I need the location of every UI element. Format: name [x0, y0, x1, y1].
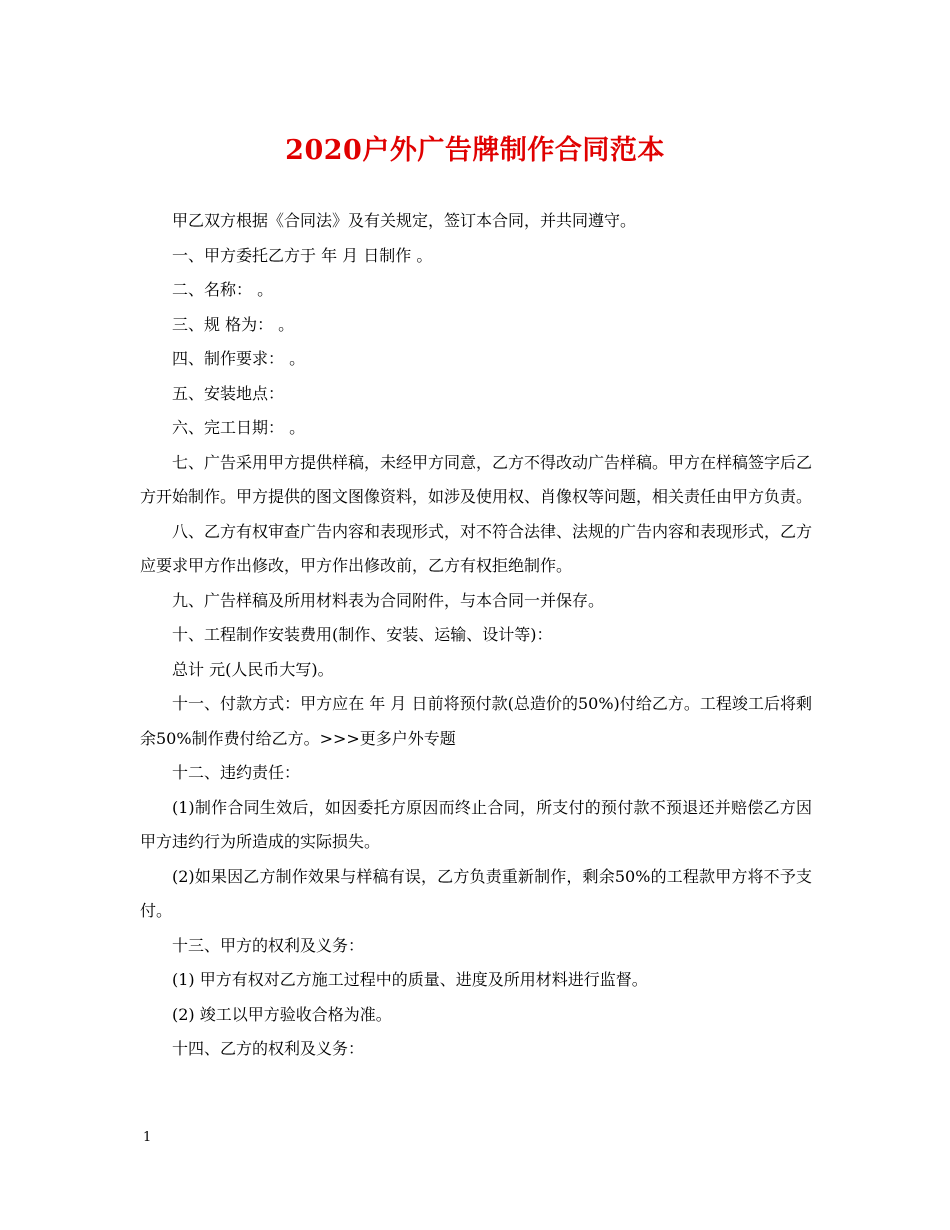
clause-9: 九、广告样稿及所用材料表为合同附件，与本合同一并保存。	[172, 590, 605, 610]
clause-10: 十、工程制作安装费用(制作、安装、运输、设计等)：	[172, 625, 553, 644]
clause-13-item-2: (2) 竣工以甲方验收合格为准。	[172, 1004, 392, 1024]
clause-6: 六、完工日期： 。	[172, 418, 306, 437]
clause-14: 十四、乙方的权利及义务：	[172, 1039, 365, 1058]
clause-2: 二、名称： 。	[172, 280, 274, 299]
page-number: 1	[143, 1130, 152, 1145]
clause-13-item-1: (1) 甲方有权对乙方施工过程中的质量、进度及所用材料进行监督。	[172, 970, 648, 989]
clause-11: 十一、付款方式：甲方应在 年 月 日前将预付款(总造价的50%)付给乙方。工程竣工后将剩余50%制作费付给乙方。>>>更多户外专题	[140, 694, 812, 748]
clause-12-item-1: (1)制作合同生效后，如因委托方原因而终止合同，所支付的预付款不预退还并赔偿乙方因甲方违约行为所造成的实际损失。	[140, 797, 812, 851]
clause-5: 五、安装地点：	[172, 383, 285, 403]
paragraph-intro: 甲乙双方根据《合同法》及有关规定，签订本合同，并共同遵守。	[172, 211, 637, 230]
clause-1: 一、甲方委托乙方于 年 月 日制作 。	[172, 245, 433, 265]
clause-12-item-2: (2)如果因乙方制作效果与样稿有误，乙方负责重新制作，剩余50%的工程款甲方将不予支付。	[140, 866, 812, 920]
clause-3: 三、规 格为： 。	[172, 314, 295, 334]
document-title: 2020户外广告牌制作合同范本	[285, 135, 665, 166]
clause-4: 四、制作要求： 。	[172, 349, 306, 368]
clause-12: 十二、违约责任：	[172, 763, 301, 782]
document-body	[140, 204, 812, 1067]
clause-8: 八、乙方有权审查广告内容和表现形式，对不符合法律、法规的广告内容和表现形式，乙方应要求甲方作出修改，甲方作出修改前，乙方有权拒绝制作。	[140, 521, 813, 575]
clause-7: 七、广告采用甲方提供样稿，未经甲方同意，乙方不得改动广告样稿。甲方在样稿签字后乙方开始制作。甲方提供的图文图像资料，如涉及使用权、肖像权等问题，相关责任由甲方负责。	[140, 452, 813, 506]
clause-13: 十三、甲方的权利及义务：	[172, 935, 365, 955]
clause-10-total: 总计 元(人民币大写)。	[172, 659, 334, 679]
